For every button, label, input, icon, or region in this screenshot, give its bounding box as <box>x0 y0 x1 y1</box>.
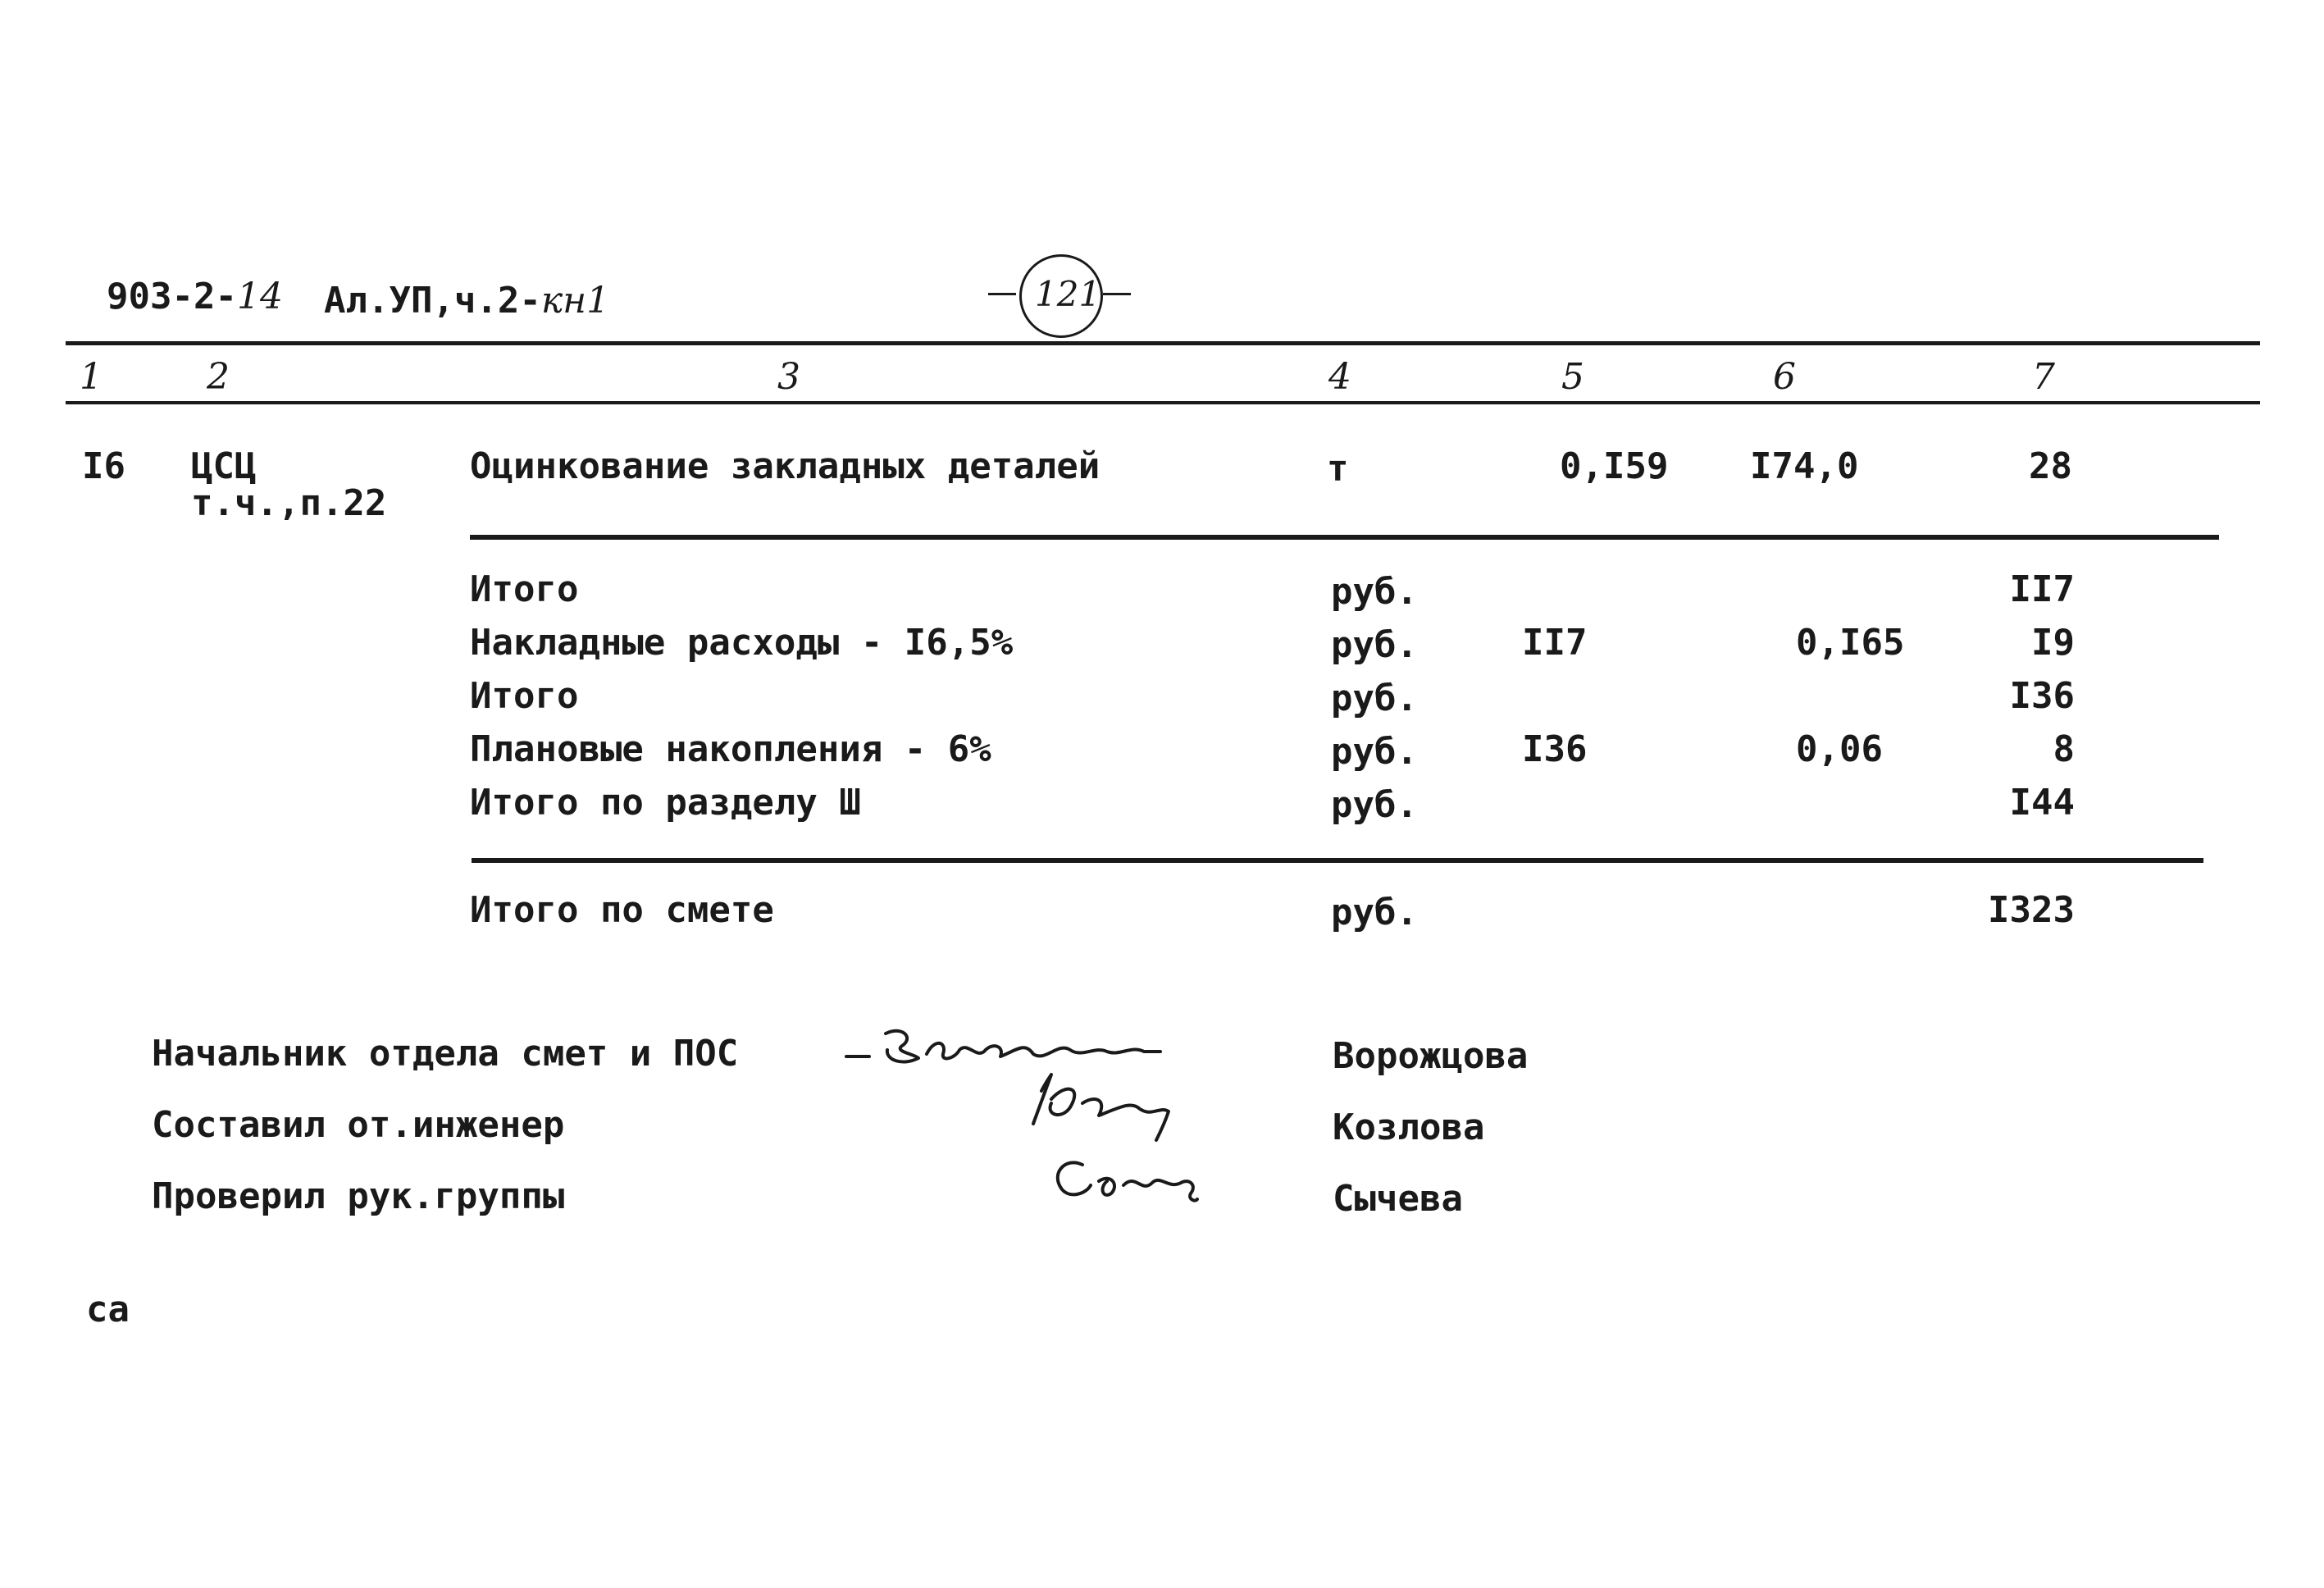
summary-unit: руб. <box>1331 571 1418 613</box>
page-number-dash-right <box>1103 293 1131 295</box>
summary-total: I36 <box>2009 675 2075 717</box>
summary-unit: руб. <box>1331 731 1418 773</box>
item-total: 28 <box>2029 445 2072 487</box>
header-bottom-rule <box>66 401 2260 404</box>
item-source-line2: т.ч.,п.22 <box>191 482 387 524</box>
item-price: I74,0 <box>1750 445 1859 487</box>
col-header-3: 3 <box>777 356 800 398</box>
item-unit: т <box>1327 448 1349 490</box>
grand-total-value: I323 <box>1988 889 2075 931</box>
item-quantity: 0,I59 <box>1560 445 1669 487</box>
summary-label: Накладные расходы - I6,5% <box>470 622 1014 664</box>
summary-unit: руб. <box>1331 678 1418 719</box>
item-source-line1: ЦСЦ <box>191 445 257 487</box>
col-header-7: 7 <box>2032 356 2055 398</box>
signature-name: Козлова <box>1333 1107 1485 1148</box>
signature-role: Составил от.инженер <box>152 1104 565 1146</box>
summary-label: Плановые накопления - 6% <box>470 728 991 770</box>
col-header-4: 4 <box>1328 356 1351 398</box>
col-header-1: 1 <box>80 356 103 398</box>
signature-sycheva <box>1058 1162 1197 1200</box>
doc-section <box>324 280 610 322</box>
col-header-6: 6 <box>1773 356 1796 398</box>
col-header-5: 5 <box>1561 356 1584 398</box>
summary-base: II7 <box>1522 622 1588 664</box>
col-header-2: 2 <box>207 356 230 398</box>
summary-rate: 0,06 <box>1796 728 1883 770</box>
summary-label: Итого <box>470 675 579 717</box>
item-number: I6 <box>82 445 125 487</box>
doc-section-text: Ал.УП,ч.2- <box>324 280 541 322</box>
item-name: Оцинкование закладных деталей <box>470 445 1100 487</box>
grand-total-unit: руб. <box>1331 892 1418 933</box>
footer-mark: са <box>86 1289 130 1330</box>
summary-base: I36 <box>1522 728 1588 770</box>
summary-total: II7 <box>2009 568 2075 610</box>
summary-total: I9 <box>2031 622 2075 664</box>
summary-total: I44 <box>2009 782 2075 824</box>
table-top-rule <box>66 341 2260 345</box>
summary-label: Итого по разделу Ш <box>470 782 861 824</box>
summary-bottom-rule <box>472 858 2203 863</box>
doc-section-handwritten: кн1 <box>540 280 610 322</box>
page-number: 121 <box>1035 274 1101 314</box>
handwritten-signatures <box>836 1009 1263 1222</box>
summary-unit: руб. <box>1331 784 1418 826</box>
signature-name: Ворожцова <box>1333 1035 1529 1077</box>
signature-vorozhtsova <box>886 1031 1160 1062</box>
summary-label: Итого <box>470 568 579 610</box>
doc-code <box>107 276 283 317</box>
signature-kozlova <box>1033 1075 1169 1140</box>
signature-name: Сычева <box>1333 1178 1463 1220</box>
summary-rate: 0,I65 <box>1796 622 1905 664</box>
doc-code-prefix: 903-2- <box>107 276 237 317</box>
grand-total-label: Итого по смете <box>470 889 774 931</box>
signature-role: Начальник отдела смет и ПОС <box>152 1033 739 1075</box>
item-bottom-rule <box>470 535 2219 540</box>
summary-total: 8 <box>2053 728 2075 770</box>
summary-unit: руб. <box>1331 624 1418 666</box>
doc-code-handwritten: 14 <box>236 276 283 317</box>
page-number-dash-left <box>988 293 1016 295</box>
signature-role: Проверил рук.группы <box>152 1175 565 1217</box>
